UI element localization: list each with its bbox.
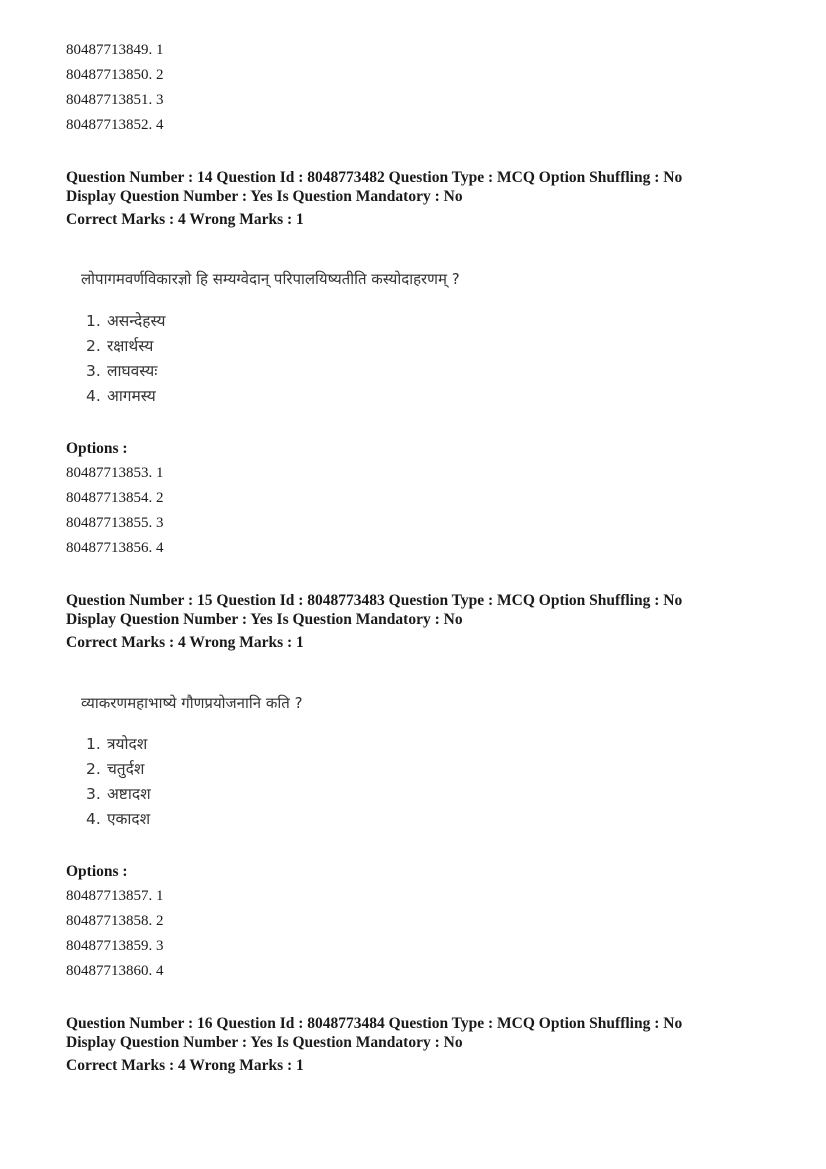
answer-choice: 4. एकादश — [86, 810, 151, 828]
option-line: 80487713857. 1 — [66, 888, 164, 904]
question-meta-line: Display Question Number : Yes Is Question Mandatory : No — [66, 611, 463, 628]
answer-choice: 1. त्रयोदश — [86, 735, 148, 753]
answer-choice: 4. आगमस्य — [86, 387, 156, 405]
option-line: 80487713860. 4 — [66, 963, 164, 979]
options-label: Options : — [66, 863, 128, 880]
option-line: 80487713850. 2 — [66, 67, 164, 83]
question-marks-line: Correct Marks : 4 Wrong Marks : 1 — [66, 1057, 304, 1074]
answer-choice: 2. रक्षार्थस्य — [86, 337, 154, 355]
answer-choice: 3. अष्टादश — [86, 785, 151, 803]
answer-choice: 3. लाघवस्यः — [86, 362, 158, 380]
option-line: 80487713849. 1 — [66, 42, 164, 58]
question-marks-line: Correct Marks : 4 Wrong Marks : 1 — [66, 211, 304, 228]
option-line: 80487713855. 3 — [66, 515, 164, 531]
option-line: 80487713858. 2 — [66, 913, 164, 929]
option-line: 80487713854. 2 — [66, 490, 164, 506]
answer-choice: 1. असन्देहस्य — [86, 312, 166, 330]
option-line: 80487713851. 3 — [66, 92, 164, 108]
options-label: Options : — [66, 440, 128, 457]
question-text: लोपागमवर्णविकारज्ञो हि सम्यग्वेदान् परिपालयिष्यतीति कस्योदाहरणम् ? — [81, 270, 460, 288]
option-line: 80487713852. 4 — [66, 117, 164, 133]
question-meta-line: Display Question Number : Yes Is Question Mandatory : No — [66, 188, 463, 205]
question-meta-line: Question Number : 16 Question Id : 8048773484 Question Type : MCQ Option Shuffling : No — [66, 1015, 683, 1032]
answer-choice: 2. चतुर्दश — [86, 760, 145, 778]
question-marks-line: Correct Marks : 4 Wrong Marks : 1 — [66, 634, 304, 651]
option-line: 80487713853. 1 — [66, 465, 164, 481]
question-meta-line: Question Number : 15 Question Id : 8048773483 Question Type : MCQ Option Shuffling : No — [66, 592, 683, 609]
option-line: 80487713856. 4 — [66, 540, 164, 556]
option-line: 80487713859. 3 — [66, 938, 164, 954]
question-meta-line: Question Number : 14 Question Id : 8048773482 Question Type : MCQ Option Shuffling : No — [66, 169, 683, 186]
question-text: व्याकरणमहाभाष्ये गौणप्रयोजनानि कति ? — [81, 694, 303, 712]
question-meta-line: Display Question Number : Yes Is Question Mandatory : No — [66, 1034, 463, 1051]
